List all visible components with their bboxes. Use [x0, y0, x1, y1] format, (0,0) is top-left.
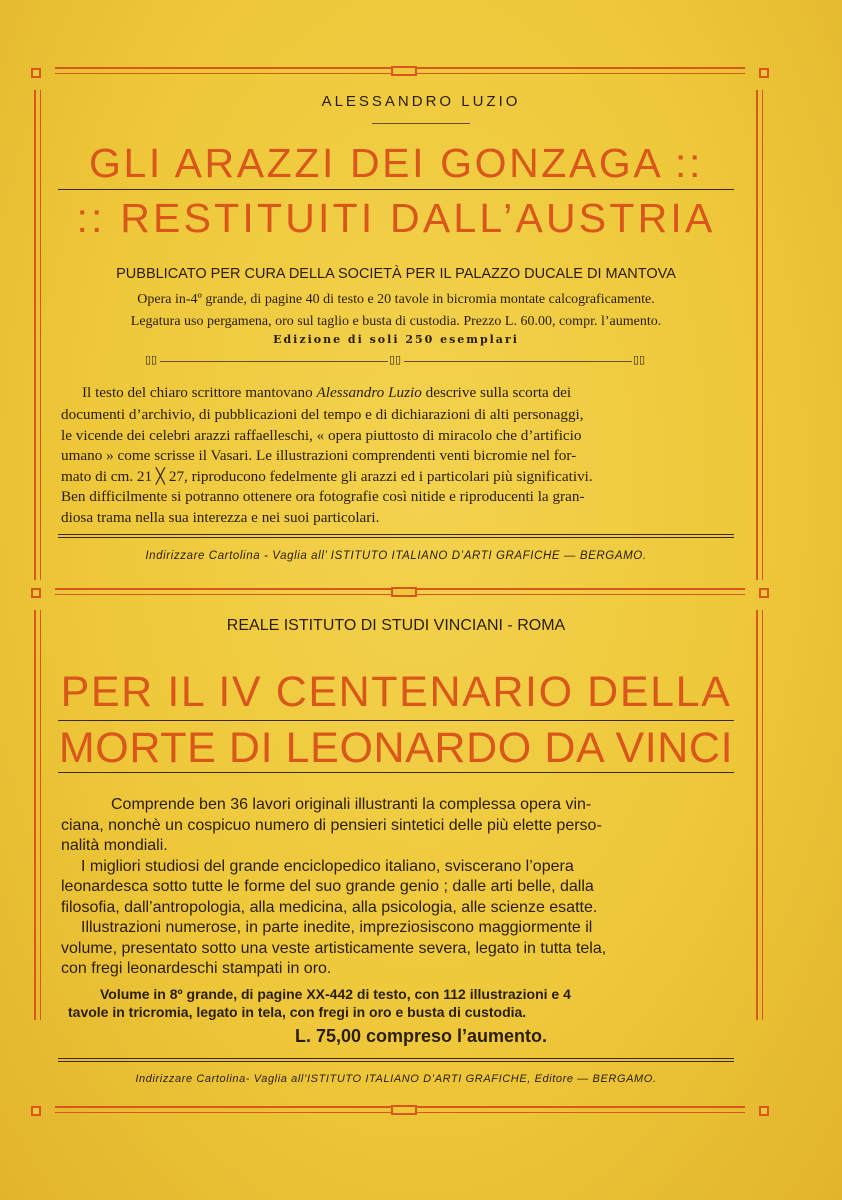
- body-line: Comprende ben 36 lavori originali illustranti la complessa opera vin-: [111, 796, 592, 813]
- ad2-title-line2: MORTE DI LEONARDO DA VINCI: [58, 724, 734, 772]
- body-line: ciana, nonchè un cospicuo numero di pensieri sintetici delle più elette perso-: [61, 816, 602, 834]
- ad1-publisher: PUBBLICATO PER CURA DELLA SOCIETÀ PER IL PALAZZO DUCALE DI MANTOVA: [116, 266, 676, 282]
- ad2-institute: REALE ISTITUTO DI STUDI VINCIANI - ROMA: [226, 617, 566, 634]
- frame-ornament: [391, 1105, 417, 1115]
- frame-ornament: [391, 587, 417, 597]
- edition-note: Edizione di soli 250 esemplari: [273, 333, 519, 346]
- body-line: nalità mondiali.: [61, 837, 168, 854]
- body-line: filosofia, dall’antropologia, alla medicina, alla psicologia, alle scienze esatte.: [61, 898, 598, 916]
- separator-ornament: ▯▯: [145, 353, 158, 366]
- detail-line: tavole in tricromia, legato in tela, con fregi in oro e busta di custodia.: [68, 1004, 527, 1020]
- body-line: volume, presentato sotto una veste artisticamente severa, legato in tutta tela,: [61, 939, 607, 957]
- body-line: mato di cm. 21 ╳ 27, riproducono fedelmente gli arazzi ed i particolari più significativi.: [61, 467, 593, 485]
- address-divider: [58, 1058, 734, 1059]
- body-text: Il testo del chiaro scrittore mantovano: [82, 384, 313, 401]
- title-divider: [58, 720, 734, 721]
- separator-ornament: ▯▯: [633, 353, 646, 366]
- frame-corner: [31, 588, 41, 598]
- body-line: I migliori studiosi del grande enciclopedico italiano, sviscerano l’opera: [81, 857, 574, 875]
- author-italic: Alessandro Luzio: [316, 384, 422, 401]
- ad2-address: Indirizzare Cartolina- Vaglia all’ISTITUTO ITALIANO D’ARTI GRAFICHE, Editore — BERGAMO.: [135, 1073, 657, 1085]
- ad1-title-line2: :: RESTITUITI DALL’AUSTRIA: [76, 195, 716, 241]
- author-name: ALESSANDRO LUZIO: [321, 93, 521, 110]
- body-line: documenti d’archivio, di pubblicazioni del tempo e di dichiarazioni di alti personaggi,: [61, 406, 584, 423]
- body-line: le vicende dei celebri arazzi raffaelleschi, « opera piuttosto di miracolo che d’artificio: [61, 426, 582, 444]
- author-underline: [372, 123, 470, 124]
- body-line: leonardesca sotto tutte le forme del suo grande genio ; dalle arti belle, dalla: [61, 878, 594, 895]
- body-line: Ben difficilmente si potranno ottenere ora fotografie così nitide e riproducenti la gran-: [61, 488, 585, 505]
- frame-rule: [34, 90, 41, 580]
- ad1-address: Indirizzare Cartolina - Vaglia all’ ISTITUTO ITALIANO D’ARTI GRAFICHE — BERGAMO.: [145, 550, 647, 562]
- body-line: [82, 384, 571, 402]
- frame-rule: [756, 90, 763, 580]
- frame-rule: [34, 610, 41, 1020]
- separator: [160, 361, 388, 362]
- address-divider: [58, 534, 734, 535]
- detail-line: Legatura uso pergamena, oro sul taglio e busta di custodia. Prezzo L. 60.00, compr. l’aumento.: [130, 314, 662, 329]
- ad1-title-line1: GLI ARAZZI DEI GONZAGA ::: [88, 140, 704, 186]
- ad2-body: [61, 795, 733, 980]
- separator: [404, 361, 632, 362]
- detail-line: Opera in-4º grande, di pagine 40 di testo e 20 tavole in bicromia montate calcograficamente.: [137, 292, 655, 307]
- title-divider: [58, 772, 734, 773]
- address-divider: [58, 1061, 734, 1062]
- body-line: umano » come scrisse il Vasari. Le illustrazioni comprendenti venti bicromie nel for-: [61, 447, 577, 464]
- frame-ornament: [391, 66, 417, 76]
- body-text: descrive sulla scorta dei: [425, 384, 572, 401]
- body-line: Illustrazioni numerose, in parte inedite, impreziosiscono maggiormente il: [81, 919, 593, 936]
- detail-line: Volume in 8º grande, di pagine XX-442 di testo, con 112 illustrazioni e 4: [100, 986, 571, 1002]
- separator-ornament: ▯▯: [389, 353, 402, 366]
- body-line: con fregi leonardeschi stampati in oro.: [61, 960, 332, 977]
- frame-rule: [756, 610, 763, 1020]
- frame-corner: [31, 68, 41, 78]
- title-divider: [58, 189, 734, 190]
- frame-corner: [31, 1106, 41, 1116]
- frame-corner: [759, 68, 769, 78]
- body-line: diosa trama nella sua interezza e nei suoi particolari.: [61, 508, 380, 526]
- address-divider: [58, 537, 734, 538]
- frame-corner: [759, 588, 769, 598]
- frame-corner: [759, 1106, 769, 1116]
- ad2-price: L. 75,00 compreso l’aumento.: [294, 1026, 548, 1046]
- ad2-title-line1: PER IL IV CENTENARIO DELLA: [60, 668, 732, 716]
